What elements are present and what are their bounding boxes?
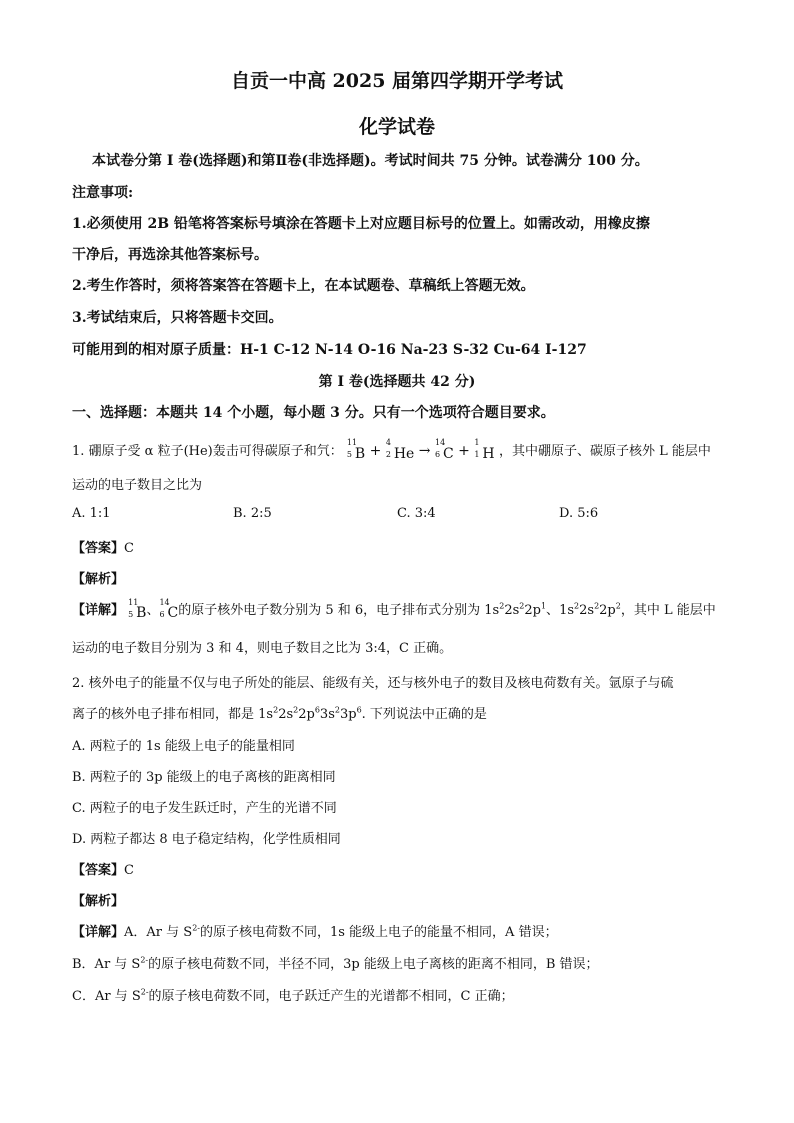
notice-item-1: 1.必须使用 2B 铅笔将答案标号填涂在答题卡上对应题目标号的位置上。如需改动，用橡皮擦: [72, 216, 650, 232]
q2-detail-c: C．Ar 与 $S^{2-}$的原子核电荷数不同，电子跃迁产生的光谱都不相同，C 正确；: [72, 987, 514, 1004]
q1-stem: [72, 438, 724, 464]
q2-option-c: C. 两粒子的电子发生跃迁时，产生的光谱不同: [72, 801, 337, 816]
q2-answer: 【答案】C: [72, 863, 134, 878]
q1-option-c: C. 3:4: [397, 506, 436, 521]
q2-stem-line2: 离子的核外电子排布相同，都是 $1s^22s^22p^63s^23p^6$. 下列说法中正确的是: [72, 705, 487, 722]
exam-title: 自贡一中高 2025 届第四学期开学考试: [230, 70, 564, 92]
q1-nuclear-equation: 11 5 B + 4 2 He → 14 6 C + 1 1 H: [346, 438, 495, 462]
section-instruction: 一、选择题：本题共 14 个小题，每小题 3 分。只有一个选项符合题目要求。: [72, 405, 555, 421]
argon-electron-config: $1s^22s^22p^63s^23p^6$: [258, 705, 362, 722]
exam-subtitle: 化学试卷: [358, 116, 435, 138]
boron-11-nuclide-detail: 11 5 B: [128, 598, 147, 621]
section-title: 第 I 卷(选择题共 42 分): [318, 374, 476, 390]
q2-detail-b: B．Ar 与 $S^{2-}$的原子核电荷数不同，半径不同，3p 能级上电子离核的距离不相同，B 错误；: [72, 955, 599, 972]
q2-option-a: A. 两粒子的 1s 能级上电子的能量相同: [72, 739, 295, 754]
notice-heading: 注意事项:: [72, 185, 134, 201]
q2-stem-line1: 2. 核外电子的能量不仅与电子所处的能层、能级有关，还与核外电子的数目及核电荷数有关。氩原子与硫: [72, 676, 674, 691]
q1-analysis-label: 【解析】: [72, 572, 125, 587]
exam-intro: 本试卷分第 I 卷(选择题)和第Ⅱ卷(非选择题)。考试时间共 75 分钟。试卷满分 100 分。: [92, 153, 649, 169]
q1-stem-line2: 运动的电子数目之比为: [72, 478, 203, 493]
q2-option-d: D. 两粒子都达 8 电子稳定结构，化学性质相同: [72, 832, 341, 847]
boron-11-nuclide: 11 5 B: [346, 438, 366, 462]
q1-detail: 【详解】 11 5 B、 14 6 C的原子核外电子数分别为 5 和 6，电子排布式分别为 $1s^22s^22p^1$、$1s^22s^22p^2$，其中 L 能层中: [72, 598, 716, 621]
notice-item-2: 2.考生作答时，须将答案答在答题卡上，在本试题卷、草稿纸上答题无效。: [72, 278, 535, 294]
q2-analysis-label: 【解析】: [72, 894, 125, 909]
notice-item-3: 3.考试结束后，只将答题卡交回。: [72, 310, 283, 326]
q1-stem-prefix: 1. 硼原子受 α 粒子(He)轰击可得碳原子和氕：: [72, 444, 343, 459]
q1-detail-line2: 运动的电子数目分别为 3 和 4，则电子数目之比为 3:4，C 正确。: [72, 641, 453, 656]
hydrogen-1-nuclide: 1 1 H: [474, 438, 495, 462]
boron-electron-config: $1s^22s^22p^1$: [484, 601, 547, 618]
q1-stem-suffix: ，其中硼原子、碳原子核外 L 能层中: [499, 444, 711, 459]
q1-option-d: D. 5:6: [559, 506, 599, 521]
carbon-electron-config: $1s^22s^22p^2$: [559, 601, 621, 618]
q1-option-b: B. 2:5: [233, 506, 272, 521]
notice-item-1-cont: 干净后，再选涂其他答案标号。: [72, 247, 268, 263]
carbon-14-nuclide-detail: 14 6 C: [159, 598, 179, 621]
q1-option-a: A. 1:1: [72, 506, 111, 521]
atomic-masses: 可能用到的相对原子质量：H-1 C-12 N-14 O-16 Na-23 S-32 Cu-64 I-127: [72, 342, 587, 358]
q2-option-b: B. 两粒子的 3p 能级上的电子离核的距离相同: [72, 770, 336, 785]
carbon-14-nuclide: 14 6 C: [434, 438, 454, 462]
helium-4-nuclide: 4 2 He: [385, 438, 415, 462]
q2-detail-a: 【详解】A．Ar 与 $S^{2-}$的原子核电荷数不同，1s 能级上电子的能量不相同，A 错误；: [72, 923, 558, 940]
reaction-arrow-icon: →: [418, 443, 431, 459]
q1-answer: 【答案】C: [72, 541, 134, 556]
